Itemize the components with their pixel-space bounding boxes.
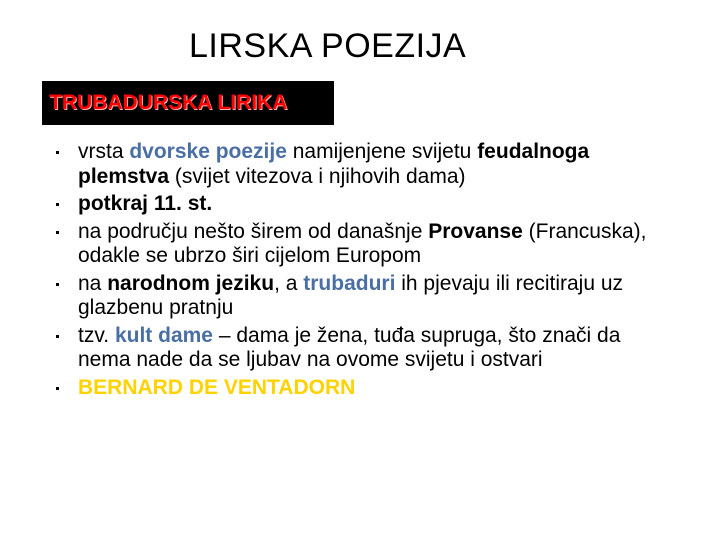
bullet-text: namijenjene svijetu: [286, 140, 478, 163]
bullet-text: na području nešto širem od današnje: [78, 219, 429, 243]
bullet-dot-icon: [56, 387, 59, 390]
highlight-court-poetry: dvorske poezije: [129, 140, 287, 163]
highlight-bernard-de-ventadorn: BERNARD DE VENTADORN: [78, 375, 356, 399]
highlight-provence: Provanse: [428, 219, 523, 243]
highlight-vernacular: narodnom jeziku: [107, 271, 275, 295]
section-label: TRUBADURSKA LIRIKA: [42, 81, 334, 125]
bullet-item-cult-of-lady: [48, 324, 668, 373]
bullet-dot-icon: [56, 335, 59, 338]
bullet-dot-icon: [56, 151, 59, 154]
bullet-text: vrsta: [78, 140, 130, 163]
bullet-item-provence: [48, 220, 668, 269]
highlight-date: potkraj 11. st.: [78, 192, 213, 215]
highlight-cult-of-lady: kult dame: [114, 323, 213, 347]
highlight-feudal-nobility: feudalnoga plemstva: [78, 140, 590, 188]
highlight-troubadours: trubaduri: [303, 271, 396, 295]
bullet-item-date: [48, 192, 668, 217]
bullet-text: (svijet vitezova i njihovih dama): [169, 164, 466, 188]
bullet-text: na: [78, 271, 108, 295]
bullet-dot-icon: [56, 231, 59, 234]
bullet-text: (Francuska), odakle se ubrzo širi cijelom Europom: [78, 219, 647, 267]
bullet-dot-icon: [56, 283, 59, 286]
bullet-text: , a: [274, 271, 304, 295]
bullet-item-bernard: [48, 376, 668, 401]
bullet-dot-icon: [56, 203, 59, 206]
slide-title: LIRSKA POEZIJA: [189, 27, 467, 65]
bullet-text: ih pjevaju ili recitiraju uz glazbenu pratnju: [78, 271, 624, 319]
bullet-item-language: [48, 272, 668, 321]
bullet-text: tzv.: [78, 323, 115, 347]
bullet-item-court-poetry: [48, 140, 668, 189]
bullet-list: [48, 140, 668, 403]
bullet-text: – dama je žena, tuđa supruga, što znači da nema nade da se ljubav na ovome svijetu i ostvari: [78, 323, 621, 371]
